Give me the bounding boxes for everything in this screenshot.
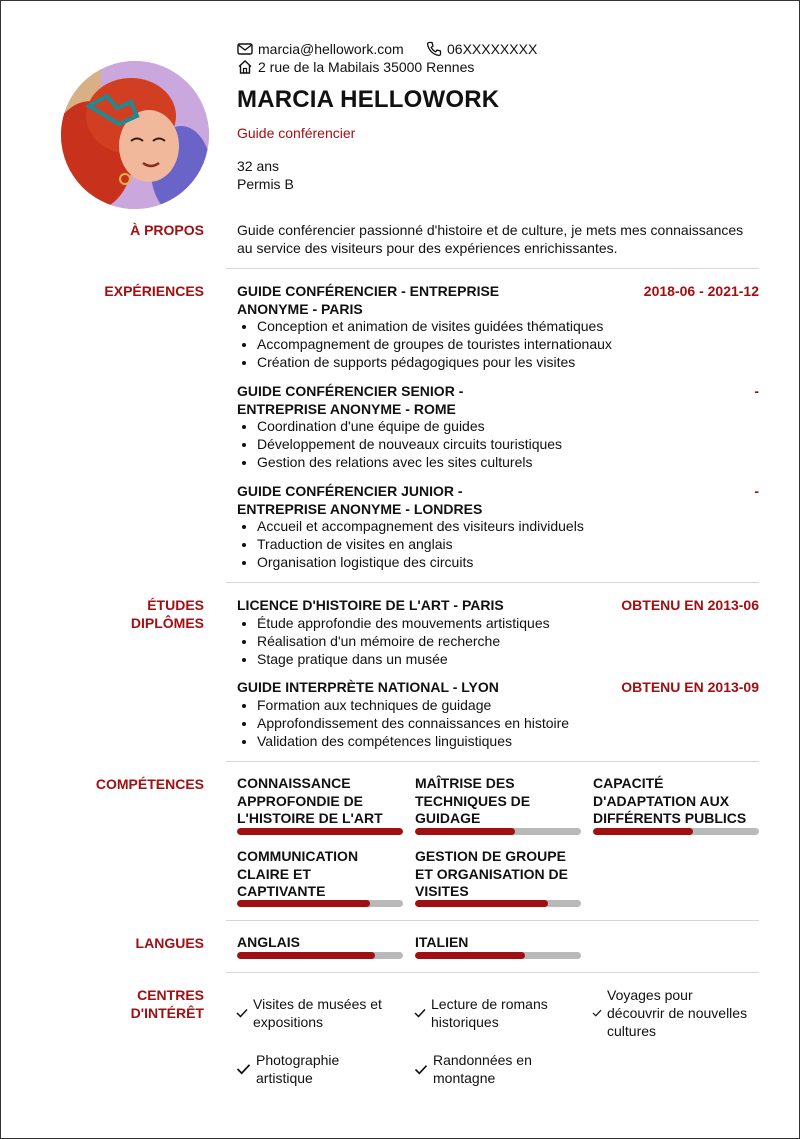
section-label-skills: COMPÉTENCES xyxy=(95,776,204,792)
list-item: • Réalisation d'un mémoire de recherche xyxy=(257,632,550,650)
divider xyxy=(226,268,759,269)
check-icon xyxy=(592,1009,602,1017)
skill-5-level-bar xyxy=(415,900,581,907)
list-item: • Conception et animation de visites guidées thématiques xyxy=(257,317,612,335)
check-icon xyxy=(414,1008,426,1018)
skill-2: MAÎTRISE DES TECHNIQUES DE GUIDAGE xyxy=(415,775,581,828)
interest-1: Visites de musées et expositions xyxy=(236,995,382,1031)
check-icon xyxy=(414,1064,428,1075)
divider xyxy=(226,761,759,762)
driving-license: Permis B xyxy=(237,176,294,192)
interest-5: Randonnées en montagne xyxy=(414,1051,532,1087)
check-icon xyxy=(236,1008,248,1018)
divider xyxy=(226,972,759,973)
education-1-date: OBTENU EN 2013-06 xyxy=(621,597,759,613)
education-1-title: LICENCE D'HISTOIRE DE L'ART - PARIS xyxy=(237,597,504,613)
language-2-level-bar xyxy=(415,952,581,959)
experience-3-bullets xyxy=(237,517,584,571)
section-label-experiences: EXPÉRIENCES xyxy=(104,283,204,299)
experience-3-date: - xyxy=(754,483,759,499)
skill-4-level-bar xyxy=(237,900,403,907)
mail-icon xyxy=(237,42,253,56)
job-title: Guide conférencier xyxy=(237,125,356,141)
education-2-title: GUIDE INTERPRÈTE NATIONAL - LYON xyxy=(237,679,499,695)
education-1-bullets xyxy=(237,614,550,668)
skill-2-level-bar xyxy=(415,828,581,835)
email[interactable]: marcia@hellowork.com xyxy=(258,41,404,57)
list-item: • Gestion des relations avec les sites culturels xyxy=(257,453,562,471)
section-label-languages: LANGUES xyxy=(135,935,204,951)
list-item: • Organisation logistique des circuits xyxy=(257,553,584,571)
list-item: • Accompagnement de groupes de touristes internationaux xyxy=(257,335,612,353)
address-line xyxy=(237,59,474,75)
list-item: • Formation aux techniques de guidage xyxy=(257,696,569,714)
language-2: ITALIEN xyxy=(415,934,581,952)
interest-4: Photographie artistique xyxy=(236,1051,339,1087)
experience-2-date: - xyxy=(754,383,759,399)
interest-3: Voyages pour découvrir de nouvelles cultures xyxy=(592,986,747,1040)
phone-line xyxy=(426,41,537,57)
home-icon xyxy=(237,59,253,75)
list-item: • Création de supports pédagogiques pour les visites xyxy=(257,353,612,371)
candidate-name: MARCIA HELLOWORK xyxy=(237,86,500,113)
divider xyxy=(226,582,759,583)
list-item: • Stage pratique dans un musée xyxy=(257,650,550,668)
phone-icon xyxy=(426,41,442,57)
experience-3-title: GUIDE CONFÉRENCIER JUNIOR - ENTREPRISE ANONYME - LONDRES xyxy=(237,483,483,517)
experience-1-date: 2018-06 - 2021-12 xyxy=(643,283,759,299)
section-label-interests: CENTRES D'INTÉRÊT xyxy=(130,987,204,1021)
experience-2-bullets xyxy=(237,417,562,471)
list-item: • Développement de nouveaux circuits touristiques xyxy=(257,435,562,453)
experience-1-title: GUIDE CONFÉRENCIER - ENTREPRISE ANONYME - PARIS xyxy=(237,283,500,317)
skill-4: COMMUNICATION CLAIRE ET CAPTIVANTE xyxy=(237,848,403,901)
list-item: • Accueil et accompagnement des visiteurs individuels xyxy=(257,517,584,535)
experience-2-title: GUIDE CONFÉRENCIER SENIOR - ENTREPRISE ANONYME - ROME xyxy=(237,383,464,417)
education-2-bullets xyxy=(237,696,569,750)
divider xyxy=(226,920,759,921)
list-item: • Validation des compétences linguistiques xyxy=(257,732,569,750)
education-2-date: OBTENU EN 2013-09 xyxy=(621,679,759,695)
about-text: Guide conférencier passionné d'histoire et de culture, je mets mes connaissances au service des visiteurs pour des expériences enrichissantes. xyxy=(237,222,744,256)
list-item: • Coordination d'une équipe de guides xyxy=(257,417,562,435)
language-1: ANGLAIS xyxy=(237,934,403,952)
skill-5: GESTION DE GROUPE ET ORGANISATION DE VISITES xyxy=(415,848,581,901)
experience-1-bullets xyxy=(237,317,612,371)
section-label-education: ÉTUDES DIPLÔMES xyxy=(130,597,204,631)
skill-1: CONNAISSANCE APPROFONDIE DE L'HISTOIRE DE L'ART xyxy=(237,775,403,828)
phone[interactable]: 06XXXXXXXX xyxy=(447,41,538,57)
skill-3-level-bar xyxy=(593,828,759,835)
section-label-about: À PROPOS xyxy=(130,222,204,238)
avatar xyxy=(61,61,209,209)
language-1-level-bar xyxy=(237,952,403,959)
check-icon xyxy=(236,1063,251,1075)
skill-1-level-bar xyxy=(237,828,403,835)
skill-3: CAPACITÉ D'ADAPTATION AUX DIFFÉRENTS PUBLICS xyxy=(593,775,759,828)
age: 32 ans xyxy=(237,158,280,174)
list-item: • Traduction de visites en anglais xyxy=(257,535,584,553)
list-item: • Approfondissement des connaissances en histoire xyxy=(257,714,569,732)
list-item: • Étude approfondie des mouvements artistiques xyxy=(257,614,550,632)
address: 2 rue de la Mabilais 35000 Rennes xyxy=(258,59,475,75)
interest-2: Lecture de romans historiques xyxy=(414,995,548,1031)
email-line xyxy=(237,41,404,57)
